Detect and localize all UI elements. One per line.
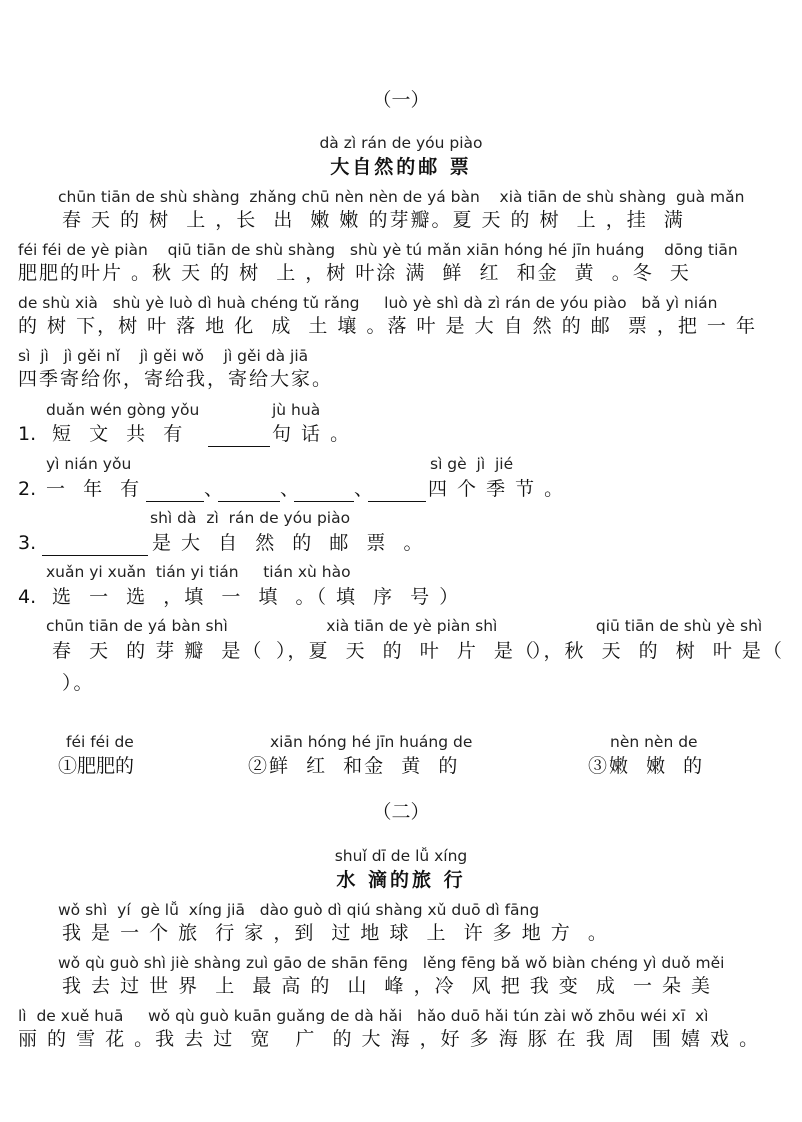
q2-separator: 、 — [280, 478, 300, 500]
section-header-1: （一） — [372, 89, 430, 111]
q2-separator: 、 — [354, 478, 374, 500]
hanzi-line: 肥肥的叶片 。秋 天 的 树 上 ，树 叶涂 满 鲜 红 和金 黄 。冬 天 — [18, 262, 691, 284]
hanzi-line: 丽 的 雪 花 。我 去 过 宽 广 的 大 海 ，好 多 海 豚 在 我 周 围 嬉 戏 。 — [18, 1028, 761, 1050]
q4-instruction: 选 一 选 ，填 一 填 。（ 填 序 号 ） — [52, 586, 461, 608]
q4-option: ①肥肥的 — [58, 755, 135, 777]
q2-answer-blank-4[interactable] — [368, 479, 426, 502]
hanzi-line: 我 是 一 个 旅 行 家 ，到 过 地 球 上 许 多 地 方 。 — [62, 922, 609, 944]
q2-answer-blank-1[interactable] — [146, 479, 204, 502]
q4-sentence-pinyin: chūn tiān de yá bàn shì xià tiān de yè piàn shì qiū tiān de shù yè shì — [46, 617, 763, 635]
q1-text-b: 句 话 。 — [272, 423, 352, 445]
q1-pinyin-a: duǎn wén gòng yǒu — [46, 401, 200, 419]
pinyin-line: chūn tiān de shù shàng zhǎng chū nèn nèn de yá bàn xià tiān de shù shàng guà mǎn — [58, 188, 745, 206]
q3-number: 3. — [18, 532, 37, 554]
passage-title-1: 大自然的邮 票 — [330, 156, 472, 178]
q4-option-pinyin: xiān hóng hé jīn huáng de — [270, 733, 473, 751]
hanzi-line: 我 去 过 世 界 上 最 高 的 山 峰 ，冷 风 把 我 变 成 一 朵 美 — [62, 975, 713, 997]
q4-sentence-a: 春 天 的 芽 瓣 是（ — [52, 640, 264, 662]
q3-answer-blank[interactable] — [42, 533, 148, 556]
pinyin-line: féi féi de yè piàn qiū tiān de shù shàng shù yè tú mǎn xiān hóng hé jīn huáng dōng tiān — [18, 241, 738, 259]
q3-text: 是 大 自 然 的 邮 票 。 — [152, 532, 425, 554]
q4-option: ③嫩 嫩 的 — [588, 755, 705, 777]
q2-answer-blank-3[interactable] — [294, 479, 354, 502]
hanzi-line: 四季寄给你，寄给我，寄给大家。 — [18, 368, 334, 390]
q2-text-a: 一 年 有 — [46, 478, 142, 500]
title-pinyin-1: dà zì rán de yóu piào — [319, 134, 483, 152]
pinyin-line: sì jì jì gěi nǐ jì gěi wǒ jì gěi dà jiā — [18, 347, 309, 365]
q2-answer-blank-2[interactable] — [218, 479, 280, 502]
q4-option-pinyin: nèn nèn de — [610, 733, 698, 751]
q1-pinyin-b: jù huà — [272, 401, 321, 419]
pinyin-line: lì de xuě huā wǒ qù guò kuān guǎng de dà hǎi hǎo duō hǎi tún zài wǒ zhōu wéi xī xì — [18, 1007, 709, 1025]
pinyin-line: wǒ shì yí gè lǚ xíng jiā dào guò dì qiú shàng xǔ duō dì fāng — [58, 901, 540, 919]
q1-text-a: 短 文 共 有 — [52, 423, 185, 445]
q1-answer-blank[interactable] — [208, 424, 270, 447]
q2-separator: 、 — [204, 478, 224, 500]
q3-pinyin: shì dà zì rán de yóu piào — [150, 509, 351, 527]
pinyin-line: de shù xià shù yè luò dì huà chéng tǔ rǎng luò yè shì dà zì rán de yóu piào bǎ yì nián — [18, 294, 718, 312]
passage-title-2: 水 滴的旅 行 — [336, 869, 466, 891]
q4-option-pinyin: féi féi de — [66, 733, 134, 751]
q4-sentence-b: ），夏 天 的 叶 片 是（ — [276, 640, 536, 662]
q2-pinyin-a: yì nián yǒu — [46, 455, 132, 473]
q4-pinyin: xuǎn yi xuǎn tián yi tián tián xù hào — [46, 563, 351, 581]
q4-sentence-c: ），秋 天 的 树 叶 是（ — [532, 640, 784, 662]
section-header-2: （二） — [372, 801, 430, 823]
title-pinyin-2: shuǐ dī de lǚ xíng — [334, 847, 468, 865]
hanzi-line: 春 天 的 树 上 ，长 出 嫩 嫩 的芽瓣。夏 天 的 树 上 ，挂 满 — [62, 209, 685, 231]
pinyin-line: wǒ qù guò shì jiè shàng zuì gāo de shān fēng lěng fēng bǎ wǒ biàn chéng yì duǒ měi — [58, 954, 725, 972]
q4-option: ②鲜 红 和金 黄 的 — [248, 755, 460, 777]
q2-number: 2. — [18, 478, 37, 500]
q1-number: 1. — [18, 423, 37, 445]
q2-text-b: 四 个 季 节 。 — [428, 478, 566, 500]
q2-pinyin-b: sì gè jì jié — [430, 455, 514, 473]
hanzi-line: 的 树 下，树 叶 落 地 化 成 土 壤 。落 叶 是 大 自 然 的 邮 票 ，把 一 年 — [18, 315, 757, 337]
q4-sentence-d: ）。 — [62, 672, 95, 694]
q4-number: 4. — [18, 586, 37, 608]
